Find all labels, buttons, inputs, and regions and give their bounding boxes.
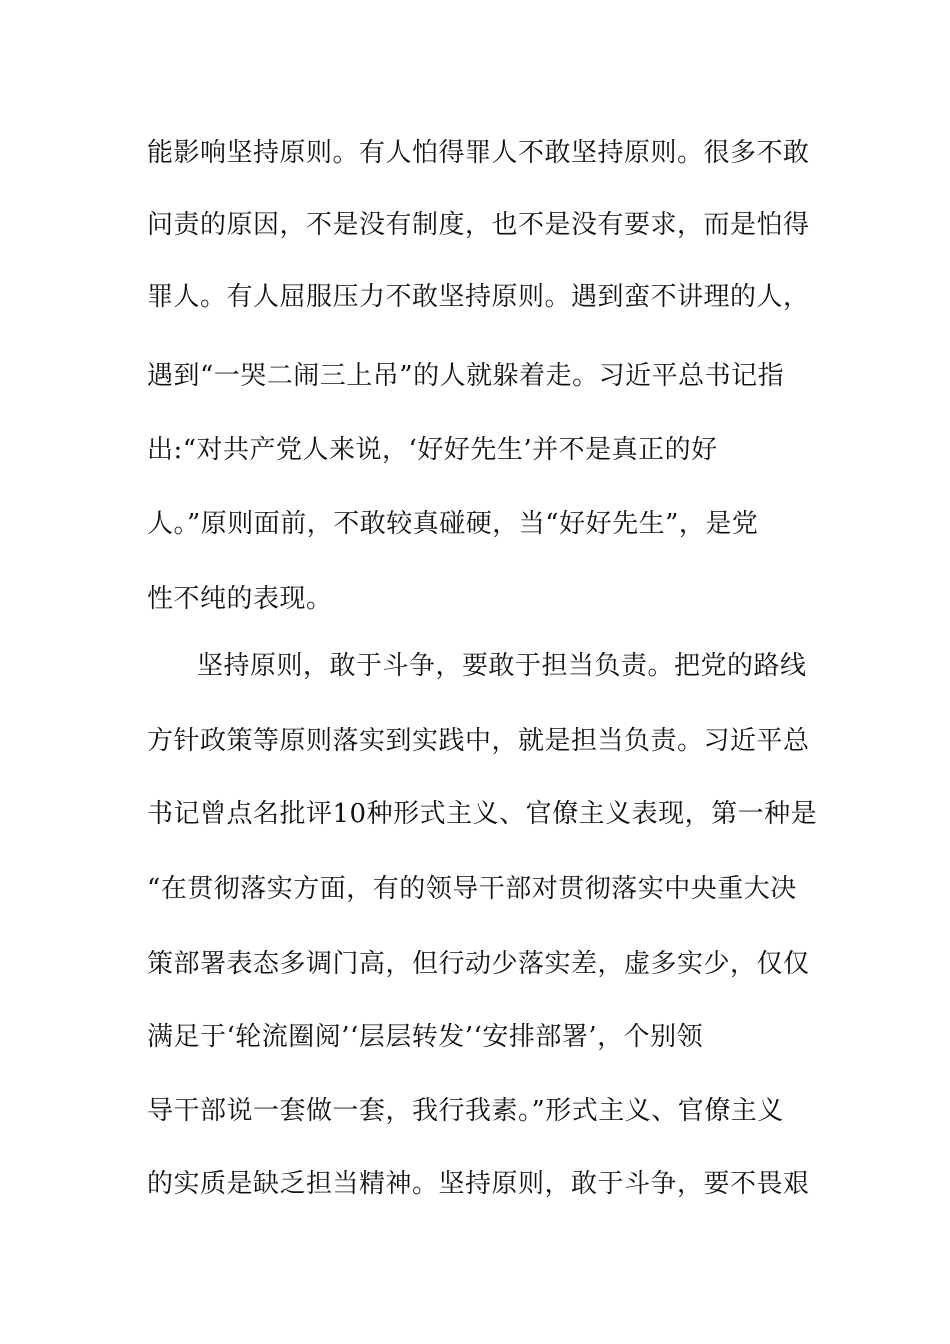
text-line: “在贯彻落实方面，有的领导干部对贯彻落实中央重大决 <box>147 874 797 904</box>
text-line: 出:“对共产党人来说，‘好好先生’并不是真正的好 <box>147 435 718 465</box>
text-line: 的实质是缺乏担当精神。坚持原则，敢于斗争，要不畏艰 <box>147 1169 810 1199</box>
text-line: 问责的原因，不是没有制度，也不是没有要求，而是怕得 <box>147 210 810 240</box>
text-line: 人。”原则面前，不敢较真碰硬，当“好好先生”，是党 <box>147 509 759 539</box>
text-line: 导干部说一套做一套，我行我素。”形式主义、官僚主义 <box>147 1096 784 1126</box>
text-line: 方针政策等原则落实到实践中，就是担当负责。习近平总 <box>147 726 810 756</box>
text-line: 满足于‘轮流圈阅’‘层层转发’‘安排部署’，个别领 <box>147 1022 704 1052</box>
text-line: 性不纯的表现。 <box>147 584 333 614</box>
text-line: 遇到“一哭二闹三上吊”的人就躲着走。习近平总书记指 <box>147 361 785 391</box>
text-line: 能影响坚持原则。有人怕得罪人不敢坚持原则。很多不敢 <box>147 138 810 168</box>
text-line: 罪人。有人屈服压力不敢坚持原则。遇到蛮不讲理的人， <box>147 282 810 312</box>
text-line: 书记曾点名批评10种形式主义、官僚主义表现，第一种是 <box>147 799 818 829</box>
text-line: 策部署表态多调门高，但行动少落实差，虚多实少，仅仅 <box>147 949 810 979</box>
paragraph-first-line: 坚持原则，敢于斗争，要敢于担当负责。把党的路线 <box>197 651 807 681</box>
